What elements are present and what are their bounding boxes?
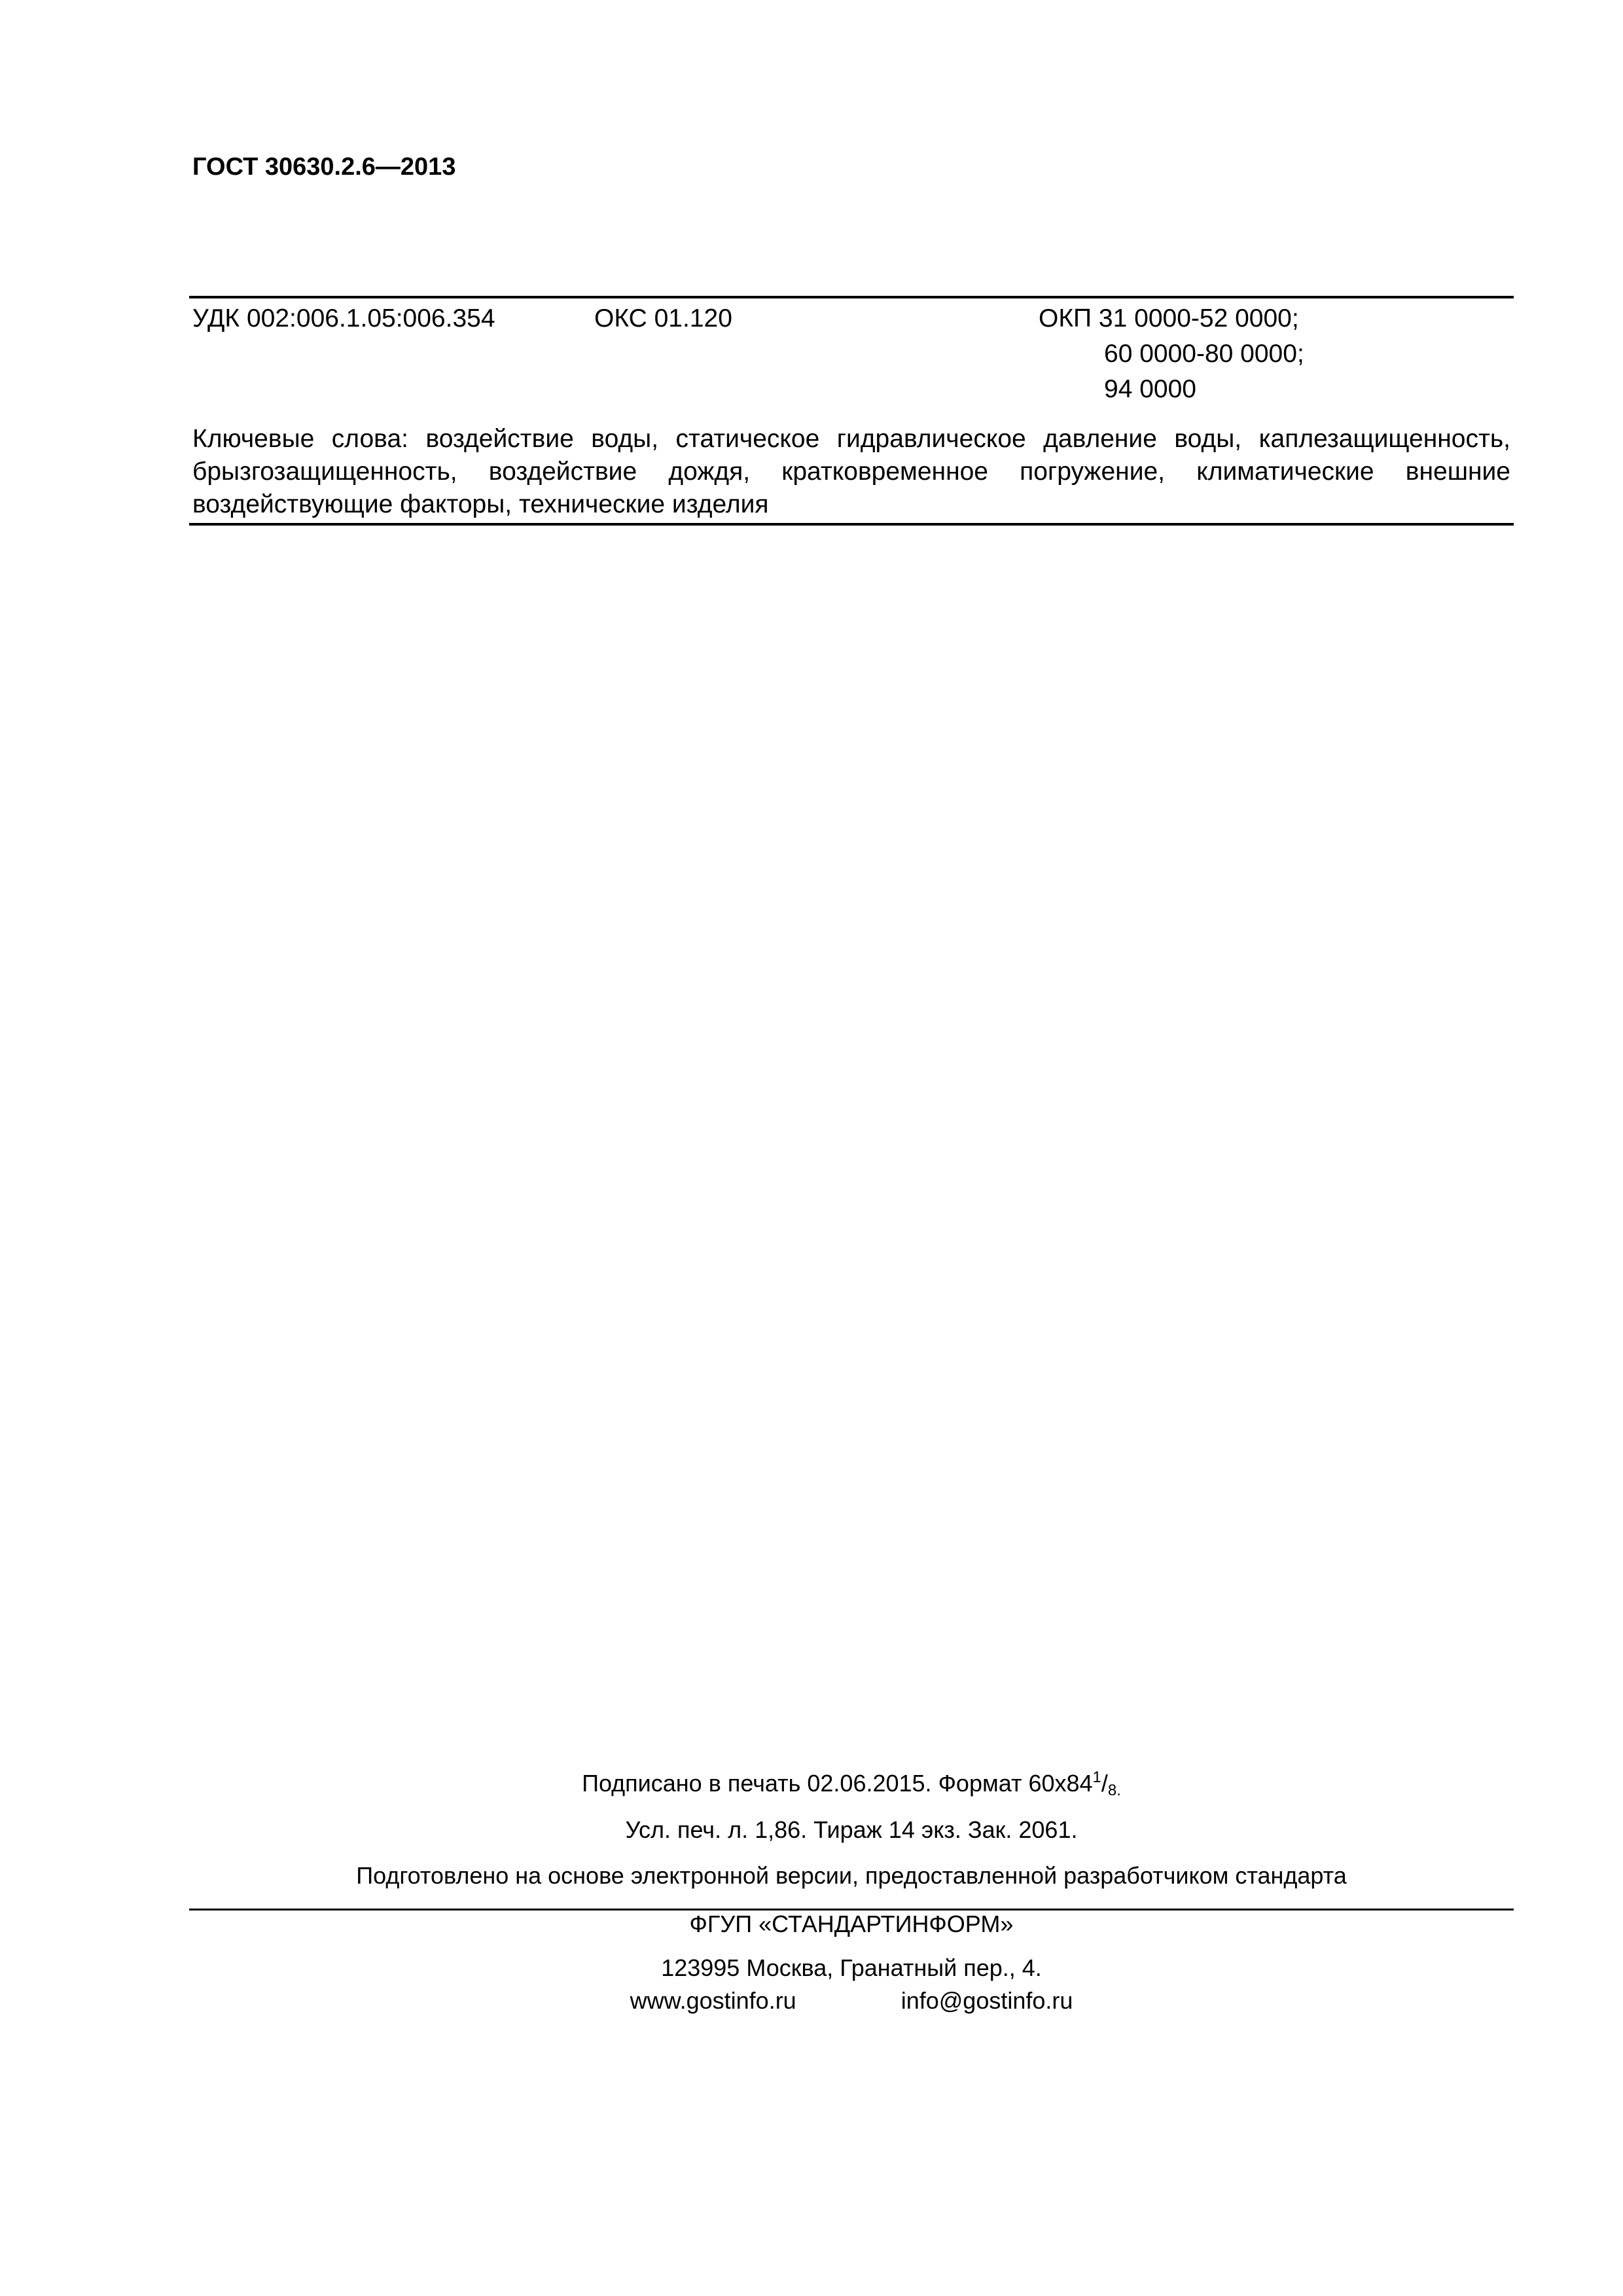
okp-codes xyxy=(1039,301,1304,407)
publisher-name: ФГУП «СТАНДАРТИНФОРМ» xyxy=(689,1910,1014,1937)
format-fraction-denominator: 8 xyxy=(1107,1782,1117,1799)
signed-to-print-text: Подписано в печать 02.06.2015. Формат 60х84 xyxy=(582,1770,1093,1797)
keywords-divider xyxy=(189,523,1514,526)
email-link[interactable]: info@gostinfo.ru xyxy=(901,1987,1073,2014)
format-fraction-end: . xyxy=(1116,1782,1121,1799)
udk-code: УДК 002:006.1.05:006.354 xyxy=(192,304,495,332)
document-title: ГОСТ 30630.2.6—2013 xyxy=(192,153,456,181)
okp-code-line: 60 0000-80 0000; xyxy=(1104,340,1304,368)
oks-code: ОКС 01.120 xyxy=(594,304,732,332)
prepared-note-line: Подготовлено на основе электронной версии, предоставленной разработчиком стандарта xyxy=(356,1862,1347,1889)
top-divider xyxy=(189,296,1514,298)
website-link[interactable]: www.gostinfo.ru xyxy=(630,1987,796,2014)
format-fraction-slash: / xyxy=(1101,1770,1108,1797)
publisher-contacts xyxy=(189,1986,1514,2015)
signed-to-print-line xyxy=(189,1768,1514,1801)
print-info-line: Усл. печ. л. 1,86. Тираж 14 экз. Зак. 2061. xyxy=(625,1816,1078,1843)
keywords-paragraph: Ключевые слова: воздействие воды, статическое гидравлическое давление воды, каплезащищенность, брызгозащищенность, воздействие дождя, кратковременное погружение, климатические внешние воздействующие факторы, технические изделия xyxy=(192,425,1510,518)
publisher-address: 123995 Москва, Гранатный пер., 4. xyxy=(661,1954,1042,1981)
okp-code-line: 94 0000 xyxy=(1104,375,1196,403)
format-fraction-numerator: 1 xyxy=(1092,1768,1101,1786)
okp-code-line: ОКП 31 0000-52 0000; xyxy=(1039,304,1299,332)
